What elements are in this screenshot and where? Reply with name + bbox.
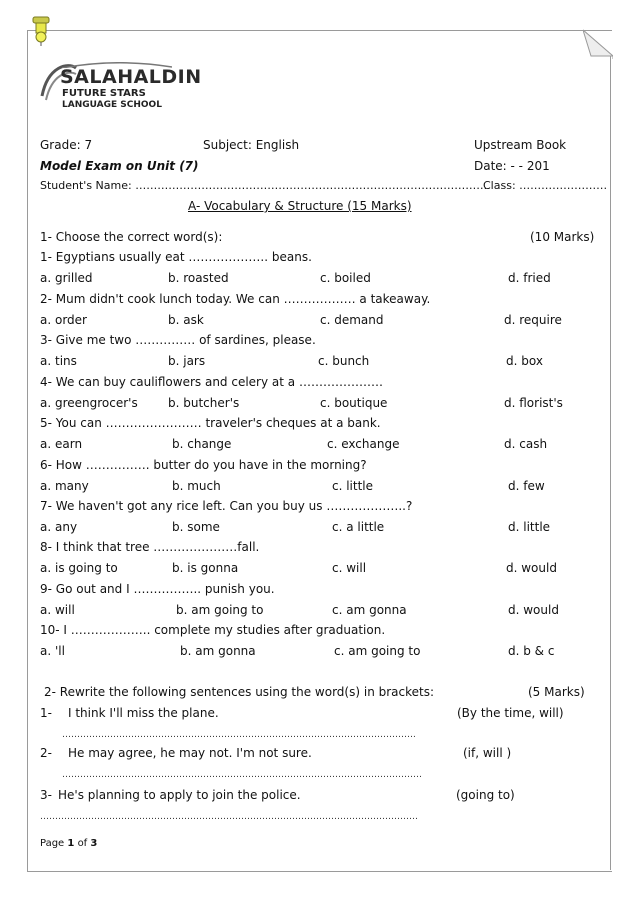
option-c[interactable]: c. am gonna <box>332 603 407 617</box>
option-a[interactable]: a. is going to <box>40 561 118 575</box>
q2-instruction: 2- Rewrite the following sentences using the word(s) in brackets: <box>44 685 435 699</box>
question-stem: 2- Mum didn't cook lunch today. We can ……………… a takeaway. <box>40 292 431 306</box>
item-number: 2- <box>40 746 52 760</box>
item-number: 1- <box>40 706 52 720</box>
option-b[interactable]: b. roasted <box>168 271 229 285</box>
page-footer <box>40 838 97 849</box>
answer-line[interactable]: ………………………………………………………………………………………………………… <box>62 770 422 780</box>
subject-label: Subject: English <box>203 138 300 152</box>
option-b[interactable]: b. am going to <box>176 603 264 617</box>
option-b[interactable]: b. much <box>172 479 221 493</box>
option-b[interactable]: b. butcher's <box>168 396 240 410</box>
option-d[interactable]: d. fried <box>508 271 551 285</box>
question-stem: 10- I ……………….. complete my studies after graduation. <box>40 623 386 637</box>
sentence: He's planning to apply to join the police. <box>58 788 301 802</box>
option-c[interactable]: c. demand <box>320 313 384 327</box>
logo-line-2: FUTURE STARS <box>62 88 146 99</box>
bracket-hint: (going to) <box>456 788 515 802</box>
option-b[interactable]: b. is gonna <box>172 561 239 575</box>
option-a[interactable]: a. greengrocer's <box>40 396 138 410</box>
date-label: Date: - - 201 <box>474 159 550 173</box>
answer-line[interactable]: ……………………………………………………………………………………………………………… <box>40 812 418 822</box>
question-stem: 8- I think that tree …………………fall. <box>40 540 260 554</box>
sentence: He may agree, he may not. I'm not sure. <box>68 746 312 760</box>
option-a[interactable]: a. any <box>40 520 78 534</box>
school-logo <box>38 56 202 112</box>
option-b[interactable]: b. am gonna <box>180 644 256 658</box>
q1-marks: (10 Marks) <box>530 230 595 244</box>
page-number: 1 <box>67 838 75 849</box>
question-stem: 7- We haven't got any rice left. Can you buy us ………………..? <box>40 499 413 513</box>
logo-line-1: SALAHALDIN <box>60 66 202 88</box>
option-d[interactable]: d. require <box>504 313 562 327</box>
page-total: 3 <box>90 838 98 849</box>
item-number: 3- <box>40 788 52 802</box>
q2-marks: (5 Marks) <box>528 685 585 699</box>
logo-line-3: LANGUAGE SCHOOL <box>62 100 162 110</box>
page-edge <box>610 56 611 870</box>
of-label: of <box>77 838 88 849</box>
option-a[interactable]: a. grilled <box>40 271 93 285</box>
option-a[interactable]: a. 'll <box>40 644 65 658</box>
option-b[interactable]: b. ask <box>168 313 204 327</box>
bracket-hint: (By the time, will) <box>457 706 564 720</box>
question-stem: 4- We can buy cauliflowers and celery at a ………………… <box>40 375 383 389</box>
question-stem: 3- Give me two …………… of sardines, please. <box>40 333 316 347</box>
option-d[interactable]: d. few <box>508 479 545 493</box>
q1-instruction: 1- Choose the correct word(s): <box>40 230 223 244</box>
option-c[interactable]: c. boutique <box>320 396 388 410</box>
option-a[interactable]: a. tins <box>40 354 77 368</box>
option-d[interactable]: d. box <box>506 354 543 368</box>
option-d[interactable]: d. cash <box>504 437 548 451</box>
question-stem: 9- Go out and I …………….. punish you. <box>40 582 275 596</box>
sentence: I think I'll miss the plane. <box>68 706 219 720</box>
student-name-field: Student's Name: …………………………………………………………………………………… <box>40 179 488 192</box>
option-b[interactable]: b. some <box>172 520 220 534</box>
option-d[interactable]: d. florist's <box>504 396 563 410</box>
bracket-hint: (if, will ) <box>463 746 512 760</box>
option-a[interactable]: a. many <box>40 479 89 493</box>
option-b[interactable]: b. change <box>172 437 232 451</box>
section-a-title: A- Vocabulary & Structure (15 Marks) <box>188 199 412 213</box>
answer-line[interactable]: ………………………………………………………………………………………………………. <box>62 730 416 740</box>
option-d[interactable]: d. little <box>508 520 551 534</box>
option-a[interactable]: a. earn <box>40 437 83 451</box>
question-stem: 6- How ……………. butter do you have in the morning? <box>40 458 367 472</box>
book-label: Upstream Book <box>474 138 567 152</box>
pushpin-icon <box>30 16 52 46</box>
option-a[interactable]: a. will <box>40 603 75 617</box>
page-curl-icon <box>583 29 613 59</box>
question-stem: 1- Egyptians usually eat ……………….. beans. <box>40 250 312 264</box>
option-d[interactable]: d. would <box>506 561 557 575</box>
option-c[interactable]: c. a little <box>332 520 385 534</box>
option-c[interactable]: c. bunch <box>318 354 370 368</box>
option-d[interactable]: d. b & c <box>508 644 555 658</box>
option-d[interactable]: d. would <box>508 603 559 617</box>
exam-title: Model Exam on Unit (7) <box>40 159 199 173</box>
question-stem: 5- You can …………………… traveler's cheques at a bank. <box>40 416 381 430</box>
option-a[interactable]: a. order <box>40 313 87 327</box>
option-c[interactable]: c. boiled <box>320 271 371 285</box>
class-field: Class: …………………… <box>483 179 608 192</box>
grade-label: Grade: 7 <box>40 138 93 152</box>
option-c[interactable]: c. exchange <box>327 437 400 451</box>
page-label: Page <box>40 838 65 849</box>
option-c[interactable]: c. will <box>332 561 367 575</box>
option-b[interactable]: b. jars <box>168 354 206 368</box>
option-c[interactable]: c. am going to <box>334 644 421 658</box>
option-c[interactable]: c. little <box>332 479 374 493</box>
